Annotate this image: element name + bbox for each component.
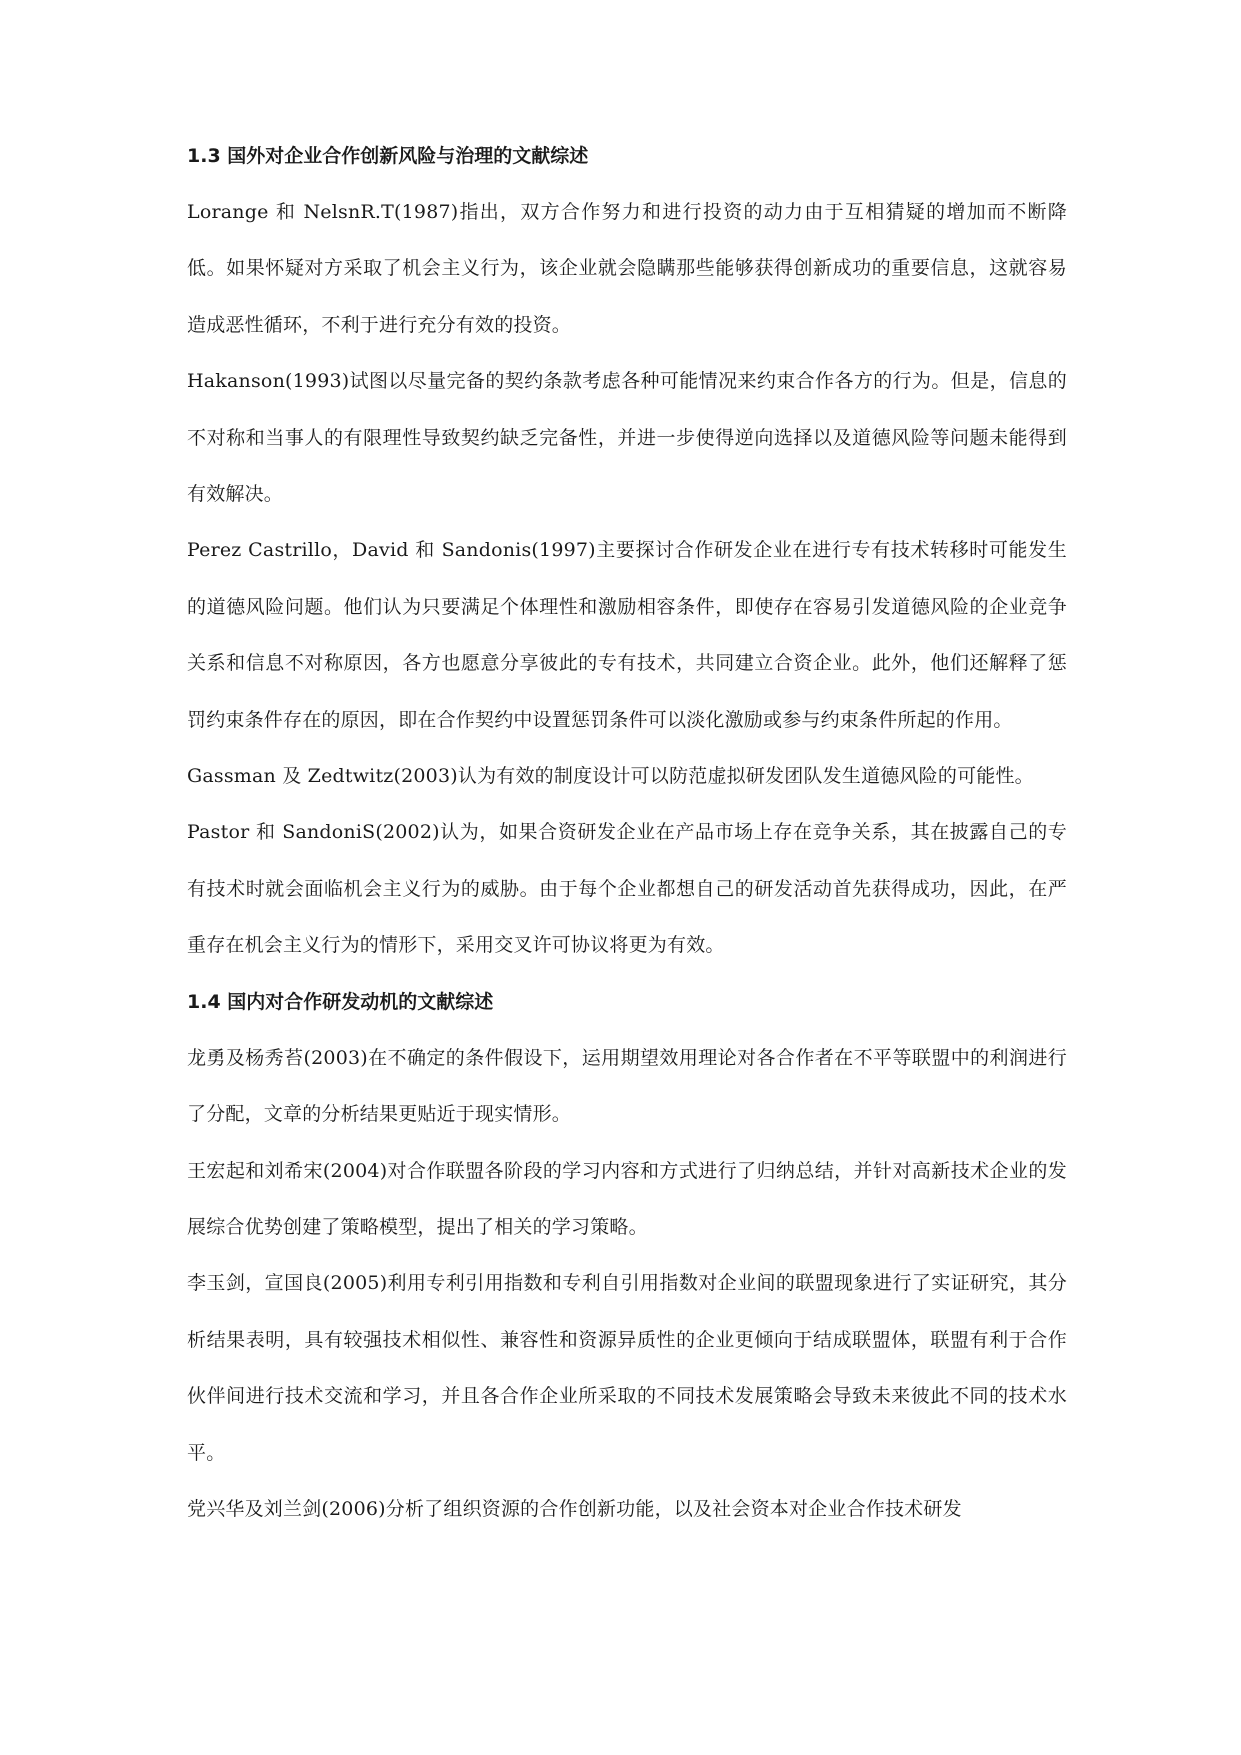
- document-page: [187, 128, 1067, 1537]
- paragraph: 龙勇及杨秀苔(2003)在不确定的条件假设下，运用期望效用理论对各合作者在不平等联盟中的利润进行了分配，文章的分析结果更贴近于现实情形。: [187, 1046, 1067, 1126]
- paragraph: 党兴华及刘兰剑(2006)分析了组织资源的合作创新功能，以及社会资本对企业合作技术研发: [187, 1497, 962, 1520]
- paragraph: 李玉剑，宣国良(2005)利用专利引用指数和专利自引用指数对企业间的联盟现象进行了实证研究，其分析结果表明，具有较强技术相似性、兼容性和资源异质性的企业更倾向于结成联盟体，联盟有利于合作伙伴间进行技术交流和学习，并且各合作企业所采取的不同技术发展策略会导致未来彼此不同的技术水平。: [187, 1272, 1067, 1464]
- paragraph: Gassman 及 Zedtwitz(2003)认为有效的制度设计可以防范虚拟研发团队发生道德风险的可能性。: [187, 765, 1034, 788]
- paragraph: Hakanson(1993)试图以尽量完备的契约条款考虑各种可能情况来约束合作各方的行为。但是，信息的不对称和当事人的有限理性导致契约缺乏完备性，并进一步使得逆向选择以及道德风险等问题未能得到有效解决。: [187, 370, 1067, 506]
- paragraph: 王宏起和刘希宋(2004)对合作联盟各阶段的学习内容和方式进行了归纳总结，并针对高新技术企业的发展综合优势创建了策略模型，提出了相关的学习策略。: [187, 1159, 1067, 1238]
- paragraph: Perez Castrillo，David 和 Sandonis(1997)主要探讨合作研发企业在进行专有技术转移时可能发生的道德风险问题。他们认为只要满足个体理性和激励相容条件，即使存在容易引发道德风险的企业竞争关系和信息不对称原因，各方也愿意分享彼此的专有技术，共同建立合资企业。此外，他们还解释了惩罚约束条件存在的原因，即在合作契约中设置惩罚条件可以淡化激励或参与约束条件所起的作用。: [187, 539, 1067, 731]
- section-heading: 1.3 国外对企业合作创新风险与治理的文献综述: [187, 145, 589, 167]
- paragraph: Pastor 和 SandoniS(2002)认为，如果合资研发企业在产品市场上存在竞争关系，其在披露自己的专有技术时就会面临机会主义行为的威胁。由于每个企业都想自己的研发活动首先获得成功，因此，在严重存在机会主义行为的情形下，采用交叉许可协议将更为有效。: [187, 821, 1067, 957]
- paragraph: Lorange 和 NelsnR.T(1987)指出，双方合作努力和进行投资的动力由于互相猜疑的增加而不断降低。如果怀疑对方采取了机会主义行为，该企业就会隐瞒那些能够获得创新成功的重要信息，这就容易造成恶性循环，不利于进行充分有效的投资。: [187, 201, 1067, 336]
- section-heading: 1.4 国内对合作研发动机的文献综述: [187, 990, 494, 1013]
